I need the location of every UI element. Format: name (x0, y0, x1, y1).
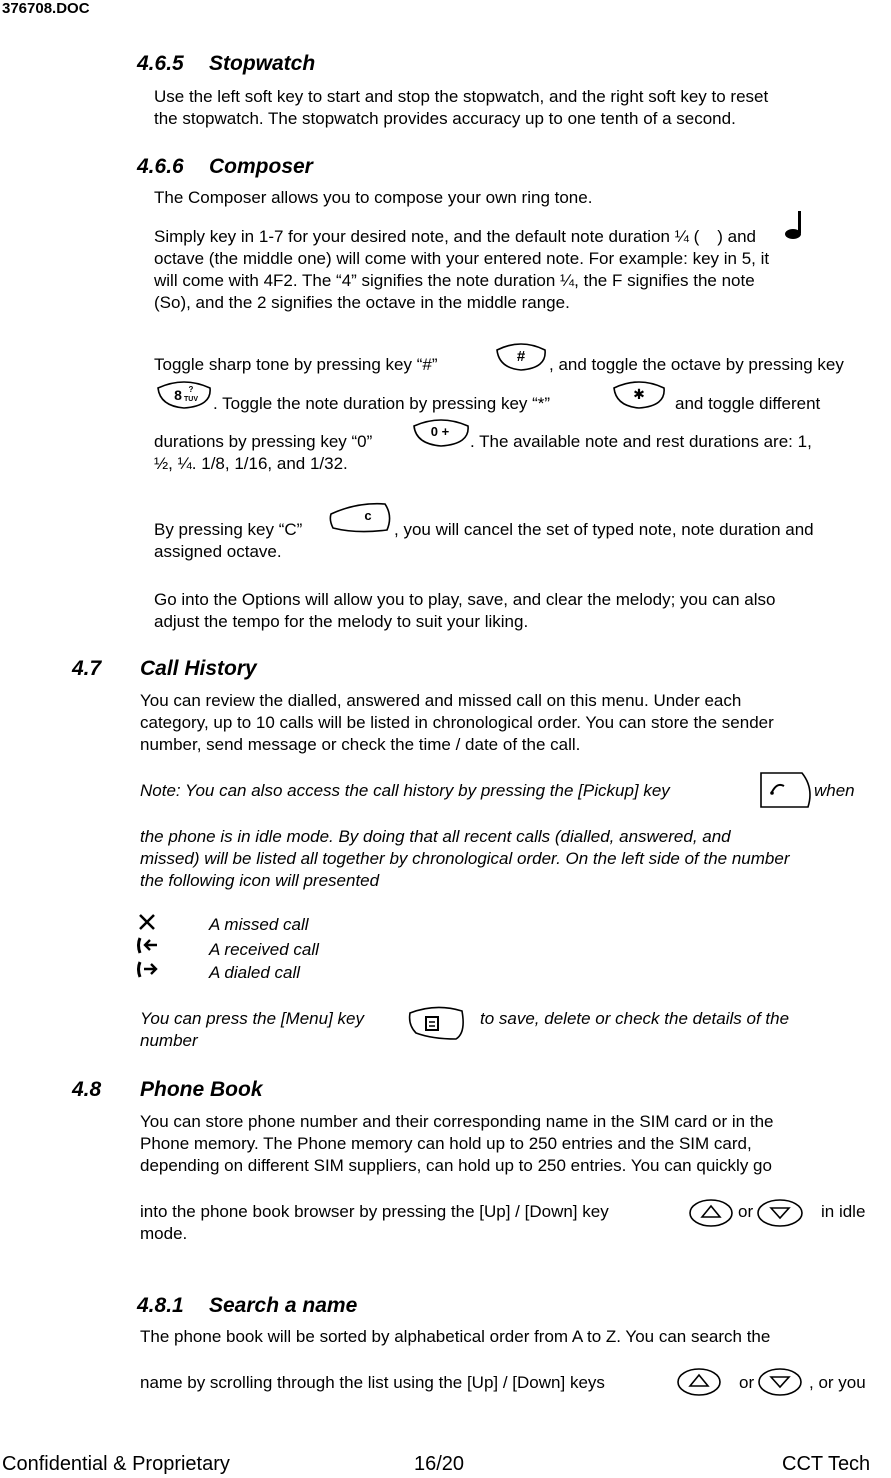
down-key-icon (756, 1198, 804, 1228)
document-name: 376708.DOC (2, 0, 90, 17)
section-title: Stopwatch (209, 52, 316, 75)
paragraph-line: depending on different SIM suppliers, can hold up to 250 entries. You can quickly go (140, 1156, 772, 1175)
key-label: ✱ (633, 387, 645, 403)
list-item: A missed call (209, 915, 309, 934)
paragraph-line: adjust the tempo for the melody to suit your liking. (154, 612, 529, 631)
paragraph-line: (So), and the 2 signifies the octave in the middle range. (154, 293, 570, 312)
menu-key-icon (406, 1003, 468, 1043)
paragraph-line: The phone book will be sorted by alphabetical order from A to Z. You can search the (140, 1327, 771, 1346)
section-number: 4.6.5 (137, 52, 184, 75)
paragraph-line: , and toggle the octave by pressing key (549, 355, 844, 374)
paragraph-line: mode. (140, 1224, 188, 1243)
paragraph-line: Note: You can also access the call history by pressing the [Pickup] key (140, 781, 670, 800)
paragraph-line: name by scrolling through the list using the [Up] / [Down] keys (140, 1373, 605, 1392)
paragraph-line: You can review the dialled, answered and missed call on this menu. Under each (140, 691, 742, 710)
footer-company: CCT Tech (782, 1453, 871, 1475)
paragraph-line: assigned octave. (154, 542, 282, 561)
paragraph-line (154, 226, 756, 248)
footer-page-number: 16/20 (414, 1453, 465, 1475)
list-item: A dialed call (209, 963, 301, 982)
section-number: 4.7 (72, 657, 102, 680)
heading-composer (137, 155, 313, 179)
paragraph-line: By pressing key “C” (154, 520, 303, 539)
heading-call-history (72, 657, 257, 681)
key-label: 8 (174, 387, 182, 403)
paragraph-line: or (739, 1373, 755, 1392)
paragraph-line: , you will cancel the set of typed note, note duration and (394, 520, 814, 539)
pickup-key-icon (758, 770, 816, 810)
paragraph-line: ½, ¼. 1/8, 1/16, and 1/32. (154, 454, 348, 473)
paragraph-line: and toggle different (675, 394, 821, 413)
paragraph-line: Phone memory. The Phone memory can hold up to 250 entries and the SIM card, (140, 1134, 752, 1153)
heading-search-a-name (137, 1294, 357, 1318)
paragraph-line: . Toggle the note duration by pressing key “*” (213, 394, 551, 413)
up-key-icon (688, 1198, 734, 1228)
key-label: ? (188, 385, 194, 394)
key-label: c (364, 508, 372, 523)
star-key-icon (610, 378, 668, 410)
paragraph-line: the phone is in idle mode. By doing that all recent calls (dialled, answered, and (140, 827, 731, 846)
paragraph-line: Go into the Options will allow you to play, save, and clear the melody; you can also (154, 590, 776, 609)
paragraph-line: into the phone book browser by pressing the [Up] / [Down] key (140, 1202, 609, 1221)
list-item: A received call (209, 940, 319, 959)
eight-key-icon (154, 378, 214, 410)
paragraph-line: durations by pressing key “0” (154, 432, 373, 451)
section-number: 4.8.1 (137, 1294, 184, 1317)
down-key-icon (757, 1367, 803, 1397)
missed-call-icon (138, 913, 156, 931)
paragraph-line: in idle (821, 1202, 866, 1221)
paragraph-line: number (140, 1031, 198, 1050)
paragraph-line: the stopwatch. The stopwatch provides accuracy up to one tenth of a second. (154, 109, 736, 128)
section-number: 4.8 (72, 1078, 102, 1101)
up-key-icon (676, 1367, 722, 1397)
paragraph-line: octave (the middle one) will come with your entered note. For example: key in 5, it (154, 249, 770, 268)
paragraph-line: Use the left soft key to start and stop the stopwatch, and the right soft key to reset (154, 87, 769, 106)
paragraph-line: . The available note and rest durations are: 1, (470, 432, 812, 451)
paragraph-line: the following icon will presented (140, 871, 380, 890)
paragraph-line: Toggle sharp tone by pressing key “#” (154, 355, 438, 374)
heading-phone-book (72, 1078, 263, 1102)
section-title: Composer (209, 155, 313, 178)
paragraph-line: , or you (809, 1373, 866, 1392)
c-key-icon (327, 500, 395, 536)
paragraph-line: to save, delete or check the details of the (480, 1009, 790, 1028)
paragraph-line: You can store phone number and their corresponding name in the SIM card or in the (140, 1112, 774, 1131)
section-title: Call History (140, 657, 257, 680)
paragraph-line: will come with 4F2. The “4” signifies the note duration ¼, the F signifies the note (154, 271, 755, 290)
key-label: 0 + (430, 424, 450, 439)
paragraph-line: category, up to 10 calls will be listed in chronological order. You can store the sender (140, 713, 774, 732)
paragraph-line: number, send message or check the time / date of the call. (140, 735, 581, 754)
section-title: Phone Book (140, 1078, 263, 1101)
paragraph-line: The Composer allows you to compose your own ring tone. (154, 188, 593, 207)
paragraph-line: or (738, 1202, 754, 1221)
received-call-icon (137, 936, 161, 956)
text-run: ) and (717, 227, 757, 246)
heading-stopwatch (137, 52, 315, 76)
quarter-note-icon (784, 210, 806, 240)
footer-confidential: Confidential & Proprietary (2, 1453, 230, 1475)
dialed-call-icon (137, 960, 161, 980)
key-label: TUV (184, 396, 198, 403)
zero-key-icon (410, 416, 472, 448)
paragraph-line: You can press the [Menu] key (140, 1009, 364, 1028)
hash-key-icon (493, 340, 549, 372)
key-label: # (516, 348, 526, 365)
text-run: Simply key in 1-7 for your desired note, and the default note duration ¼ ( (154, 227, 700, 246)
paragraph-line: when (814, 781, 855, 800)
section-title: Search a name (209, 1294, 358, 1317)
paragraph-line: missed) will be listed all together by chronological order. On the left side of the number (140, 849, 790, 868)
section-number: 4.6.6 (137, 155, 184, 178)
